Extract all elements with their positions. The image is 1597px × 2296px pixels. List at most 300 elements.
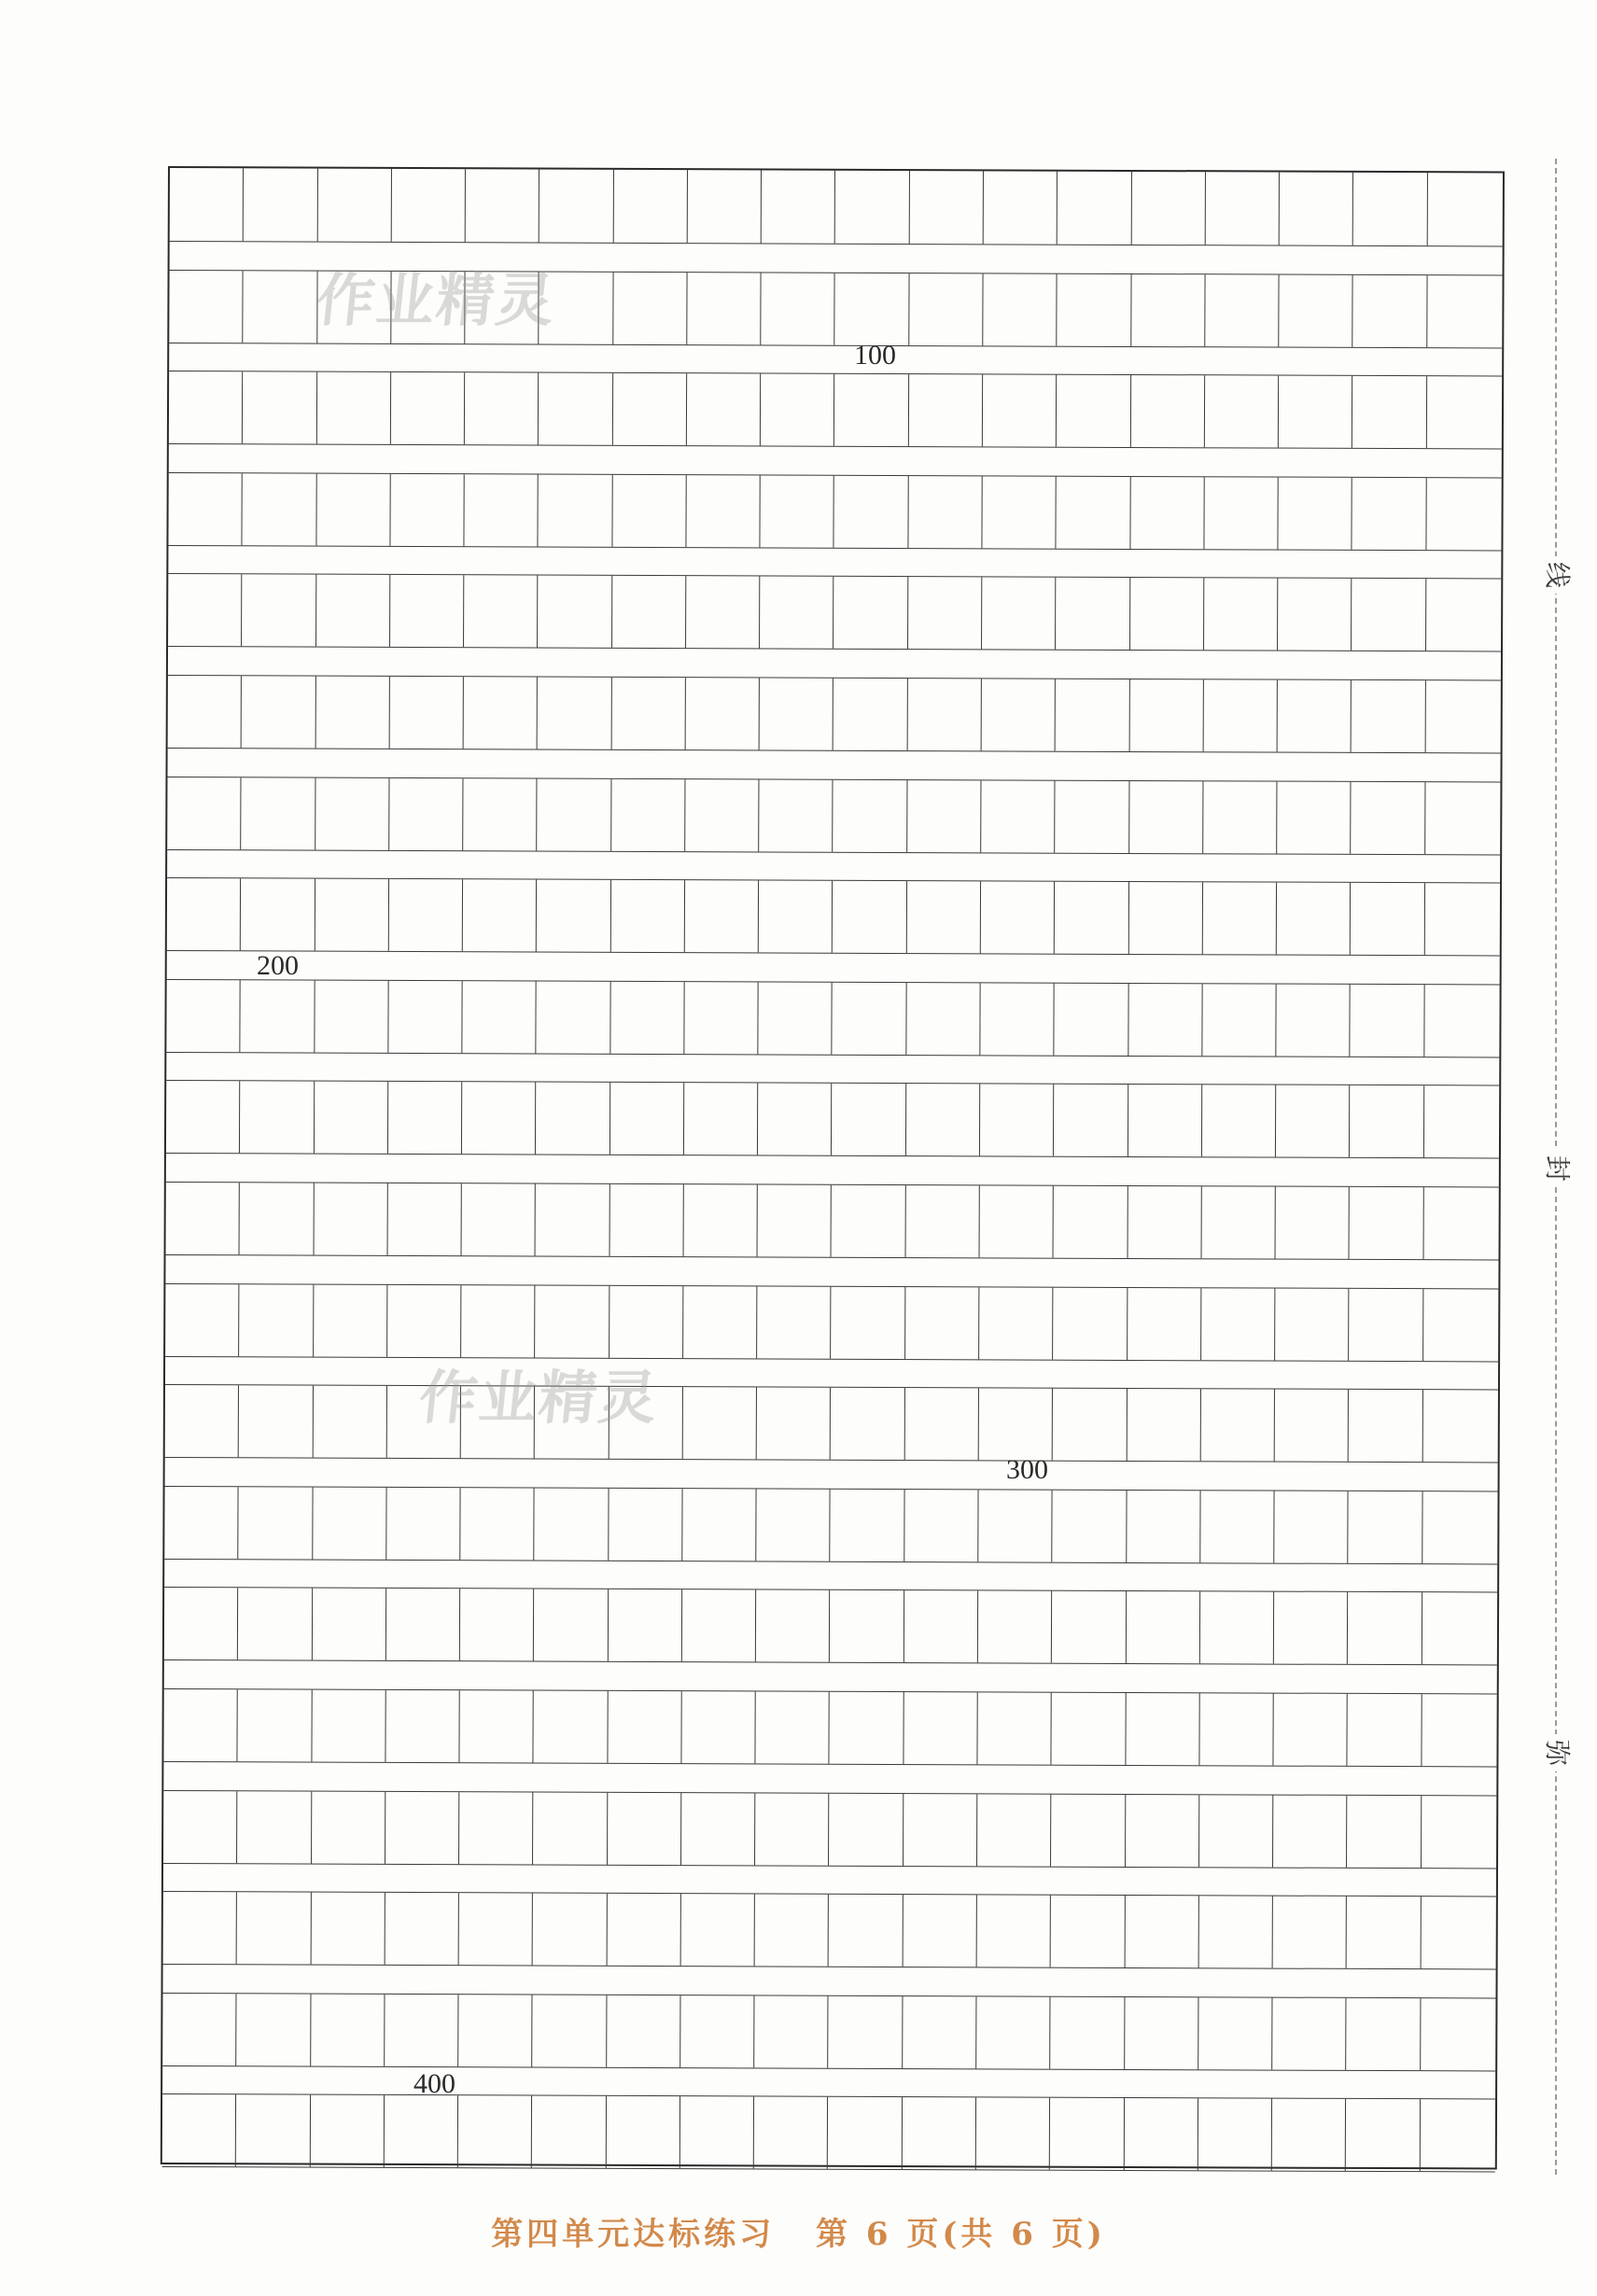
- grid-cell[interactable]: [1350, 1085, 1424, 1157]
- grid-cell[interactable]: [979, 1287, 1054, 1359]
- grid-cell[interactable]: [1426, 478, 1501, 550]
- grid-cell[interactable]: [1199, 1693, 1274, 1765]
- grid-cell[interactable]: [1275, 1288, 1350, 1360]
- grid-cell[interactable]: [239, 1284, 314, 1356]
- grid-cell[interactable]: [756, 1691, 831, 1763]
- grid-cell[interactable]: [1053, 1287, 1128, 1359]
- grid-cell[interactable]: [1205, 274, 1280, 346]
- grid-cell[interactable]: [1350, 1187, 1424, 1259]
- grid-cell[interactable]: [909, 374, 984, 446]
- grid-cell[interactable]: [1352, 478, 1427, 550]
- grid-cell[interactable]: [979, 1389, 1054, 1461]
- grid-cell[interactable]: [834, 679, 908, 750]
- grid-cell[interactable]: [1273, 1795, 1348, 1867]
- grid-cell[interactable]: [387, 1183, 462, 1255]
- grid-cell[interactable]: [539, 170, 614, 243]
- grid-cell[interactable]: [681, 1894, 756, 1966]
- grid-cell[interactable]: [831, 1388, 905, 1460]
- grid-cell[interactable]: [977, 1692, 1052, 1764]
- grid-cell[interactable]: [1274, 1694, 1349, 1766]
- grid-cell[interactable]: [682, 1489, 757, 1561]
- grid-cell[interactable]: [1351, 883, 1425, 955]
- grid-cell[interactable]: [1055, 983, 1129, 1055]
- grid-cell[interactable]: [533, 1792, 608, 1864]
- grid-cell[interactable]: [1056, 578, 1130, 650]
- grid-cell[interactable]: [830, 1692, 904, 1764]
- grid-cell[interactable]: [980, 983, 1055, 1055]
- grid-cell[interactable]: [685, 880, 760, 952]
- grid-cell[interactable]: [1272, 2099, 1347, 2171]
- grid-cell[interactable]: [1201, 1186, 1276, 1258]
- grid-cell[interactable]: [536, 1083, 610, 1155]
- grid-cell[interactable]: [611, 778, 686, 850]
- grid-cell[interactable]: [1129, 679, 1204, 751]
- grid-cell[interactable]: [904, 1490, 979, 1561]
- grid-cell[interactable]: [1201, 1389, 1276, 1461]
- grid-cell[interactable]: [1421, 1897, 1495, 1968]
- grid-cell[interactable]: [391, 372, 466, 444]
- grid-cell[interactable]: [1051, 1794, 1126, 1866]
- grid-cell[interactable]: [1128, 1288, 1202, 1360]
- grid-cell[interactable]: [1205, 375, 1280, 447]
- grid-cell[interactable]: [166, 1081, 241, 1153]
- grid-cell[interactable]: [458, 2096, 533, 2168]
- grid-cell[interactable]: [606, 2096, 680, 2168]
- grid-cell[interactable]: [1279, 274, 1353, 346]
- grid-cell[interactable]: [683, 1184, 758, 1256]
- grid-cell[interactable]: [681, 1691, 756, 1763]
- grid-cell[interactable]: [462, 1083, 537, 1155]
- grid-cell[interactable]: [169, 271, 244, 343]
- grid-cell[interactable]: [685, 779, 760, 851]
- grid-cell[interactable]: [1278, 579, 1352, 651]
- grid-cell[interactable]: [833, 983, 907, 1055]
- grid-cell[interactable]: [1427, 173, 1502, 245]
- grid-cell[interactable]: [458, 1995, 533, 2066]
- grid-cell[interactable]: [1351, 985, 1425, 1057]
- grid-cell[interactable]: [687, 273, 762, 344]
- grid-cell[interactable]: [1425, 782, 1500, 854]
- grid-cell[interactable]: [1278, 680, 1352, 752]
- grid-cell[interactable]: [1127, 1491, 1201, 1562]
- grid-cell[interactable]: [832, 1185, 906, 1257]
- grid-cell[interactable]: [832, 1084, 906, 1155]
- grid-cell[interactable]: [683, 1286, 758, 1358]
- grid-cell[interactable]: [243, 371, 317, 443]
- grid-cell[interactable]: [460, 1589, 535, 1661]
- grid-cell[interactable]: [312, 1791, 386, 1863]
- grid-cell[interactable]: [1353, 173, 1428, 245]
- grid-cell[interactable]: [1276, 1085, 1351, 1157]
- grid-cell[interactable]: [612, 576, 687, 648]
- grid-cell[interactable]: [462, 981, 537, 1053]
- grid-cell[interactable]: [465, 474, 539, 546]
- grid-cell[interactable]: [311, 1893, 385, 1965]
- grid-cell[interactable]: [1057, 375, 1131, 447]
- grid-cell[interactable]: [311, 1994, 385, 2065]
- grid-cell[interactable]: [1055, 882, 1129, 954]
- grid-cell[interactable]: [983, 375, 1058, 447]
- grid-cell[interactable]: [905, 1185, 980, 1257]
- grid-cell[interactable]: [539, 373, 613, 445]
- grid-cell[interactable]: [1126, 1693, 1200, 1765]
- grid-cell[interactable]: [1128, 882, 1203, 954]
- grid-cell[interactable]: [1204, 579, 1279, 651]
- grid-cell[interactable]: [1129, 781, 1204, 853]
- grid-cell[interactable]: [536, 1184, 610, 1256]
- grid-cell[interactable]: [829, 1996, 904, 2068]
- grid-cell[interactable]: [1280, 173, 1354, 245]
- grid-cell[interactable]: [1275, 1390, 1350, 1462]
- grid-cell[interactable]: [539, 474, 613, 546]
- grid-cell[interactable]: [1274, 1491, 1349, 1562]
- grid-cell[interactable]: [1051, 1996, 1126, 2068]
- grid-cell[interactable]: [1203, 679, 1278, 751]
- grid-cell[interactable]: [1204, 477, 1279, 549]
- grid-cell[interactable]: [385, 1792, 460, 1864]
- grid-cell[interactable]: [832, 1286, 906, 1358]
- grid-cell[interactable]: [755, 1793, 830, 1865]
- grid-cell[interactable]: [464, 576, 539, 648]
- grid-cell[interactable]: [535, 1285, 609, 1357]
- grid-cell[interactable]: [1202, 1085, 1277, 1157]
- grid-cell[interactable]: [1277, 781, 1352, 853]
- grid-cell[interactable]: [314, 1082, 388, 1154]
- grid-cell[interactable]: [754, 1995, 829, 2067]
- grid-cell[interactable]: [834, 476, 909, 548]
- grid-cell[interactable]: [237, 1892, 312, 1964]
- grid-cell[interactable]: [1352, 781, 1426, 853]
- grid-cell[interactable]: [242, 575, 316, 647]
- grid-cell[interactable]: [907, 881, 982, 953]
- grid-cell[interactable]: [1198, 1896, 1273, 1967]
- grid-cell[interactable]: [1058, 172, 1132, 245]
- grid-cell[interactable]: [1422, 1593, 1497, 1665]
- grid-cell[interactable]: [976, 2098, 1051, 2170]
- grid-cell[interactable]: [759, 779, 834, 851]
- grid-cell[interactable]: [1427, 376, 1502, 448]
- grid-cell[interactable]: [315, 980, 389, 1052]
- grid-cell[interactable]: [907, 679, 982, 750]
- grid-cell[interactable]: [168, 574, 243, 646]
- grid-cell[interactable]: [758, 1184, 833, 1256]
- grid-cell[interactable]: [238, 1689, 313, 1761]
- grid-cell[interactable]: [466, 169, 540, 242]
- grid-cell[interactable]: [977, 1896, 1052, 1967]
- grid-cell[interactable]: [611, 678, 686, 749]
- grid-cell[interactable]: [166, 980, 241, 1052]
- grid-cell[interactable]: [1426, 580, 1501, 651]
- grid-cell[interactable]: [683, 1387, 758, 1459]
- grid-cell[interactable]: [1124, 2098, 1198, 2170]
- grid-cell[interactable]: [312, 1690, 386, 1762]
- grid-cell[interactable]: [164, 1588, 239, 1659]
- grid-cell[interactable]: [831, 1490, 905, 1561]
- grid-cell[interactable]: [1352, 376, 1427, 448]
- grid-cell[interactable]: [981, 882, 1056, 954]
- grid-cell[interactable]: [1424, 883, 1499, 955]
- grid-cell[interactable]: [613, 170, 688, 243]
- grid-cell[interactable]: [244, 271, 318, 343]
- grid-cell[interactable]: [163, 1892, 238, 1964]
- grid-cell[interactable]: [904, 1794, 978, 1866]
- grid-cell[interactable]: [534, 1691, 609, 1763]
- grid-cell[interactable]: [1423, 1187, 1498, 1259]
- grid-cell[interactable]: [315, 879, 389, 951]
- grid-cell[interactable]: [168, 473, 243, 545]
- grid-cell[interactable]: [757, 1286, 832, 1358]
- grid-cell[interactable]: [165, 1284, 240, 1356]
- grid-cell[interactable]: [1424, 985, 1499, 1057]
- grid-cell[interactable]: [1348, 1592, 1422, 1664]
- grid-cell[interactable]: [1128, 1085, 1203, 1156]
- grid-cell[interactable]: [754, 2097, 829, 2169]
- grid-cell[interactable]: [756, 1489, 831, 1561]
- grid-cell[interactable]: [609, 1184, 684, 1256]
- grid-cell[interactable]: [759, 881, 834, 953]
- grid-cell[interactable]: [904, 1388, 979, 1460]
- grid-cell[interactable]: [1130, 375, 1205, 447]
- grid-cell[interactable]: [463, 879, 538, 951]
- grid-cell[interactable]: [681, 1793, 756, 1865]
- grid-cell[interactable]: [242, 676, 316, 748]
- grid-cell[interactable]: [315, 677, 390, 749]
- grid-cell[interactable]: [903, 1895, 977, 1967]
- grid-cell[interactable]: [759, 982, 834, 1054]
- grid-cell[interactable]: [687, 373, 762, 445]
- grid-cell[interactable]: [609, 1489, 683, 1561]
- grid-cell[interactable]: [316, 372, 391, 444]
- grid-cell[interactable]: [682, 1590, 757, 1662]
- grid-cell[interactable]: [240, 1082, 315, 1154]
- grid-cell[interactable]: [162, 1994, 237, 2065]
- grid-cell[interactable]: [1126, 1591, 1200, 1663]
- grid-cell[interactable]: [834, 374, 909, 446]
- grid-cell[interactable]: [1127, 1389, 1201, 1461]
- grid-cell[interactable]: [760, 678, 834, 749]
- grid-cell[interactable]: [316, 575, 391, 647]
- grid-cell[interactable]: [1276, 1187, 1351, 1259]
- grid-cell[interactable]: [757, 1388, 832, 1460]
- grid-cell[interactable]: [1277, 883, 1352, 955]
- grid-cell[interactable]: [1427, 275, 1502, 347]
- grid-cell[interactable]: [1200, 1491, 1275, 1562]
- grid-cell[interactable]: [537, 880, 611, 952]
- grid-cell[interactable]: [686, 475, 761, 547]
- grid-cell[interactable]: [1058, 273, 1132, 345]
- grid-cell[interactable]: [982, 679, 1057, 750]
- grid-cell[interactable]: [244, 168, 318, 241]
- grid-cell[interactable]: [1348, 1694, 1422, 1766]
- grid-cell[interactable]: [1203, 882, 1278, 954]
- grid-cell[interactable]: [463, 778, 538, 850]
- grid-cell[interactable]: [680, 1995, 755, 2067]
- grid-cell[interactable]: [1279, 477, 1353, 549]
- grid-cell[interactable]: [755, 1895, 830, 1967]
- grid-cell[interactable]: [465, 372, 539, 444]
- grid-cell[interactable]: [1422, 1390, 1497, 1462]
- grid-cell[interactable]: [1053, 1490, 1128, 1561]
- grid-cell[interactable]: [316, 473, 391, 545]
- grid-cell[interactable]: [1128, 984, 1203, 1056]
- grid-cell[interactable]: [170, 168, 245, 241]
- grid-cell[interactable]: [760, 577, 834, 649]
- grid-cell[interactable]: [982, 578, 1057, 650]
- grid-cell[interactable]: [241, 980, 315, 1052]
- grid-cell[interactable]: [169, 371, 244, 443]
- grid-cell[interactable]: [461, 1285, 536, 1357]
- grid-cell[interactable]: [909, 273, 984, 345]
- grid-cell[interactable]: [1131, 172, 1206, 245]
- grid-cell[interactable]: [907, 780, 982, 852]
- grid-cell[interactable]: [239, 1385, 314, 1457]
- grid-cell[interactable]: [613, 272, 688, 343]
- grid-cell[interactable]: [1130, 477, 1205, 549]
- grid-cell[interactable]: [459, 1893, 534, 1965]
- grid-cell[interactable]: [388, 981, 463, 1053]
- grid-cell[interactable]: [1054, 1085, 1128, 1156]
- grid-cell[interactable]: [761, 475, 835, 547]
- grid-cell[interactable]: [905, 1287, 980, 1359]
- grid-cell[interactable]: [392, 169, 467, 242]
- grid-cell[interactable]: [538, 576, 612, 648]
- grid-cell[interactable]: [976, 1996, 1051, 2068]
- grid-cell[interactable]: [610, 880, 685, 952]
- grid-cell[interactable]: [686, 678, 761, 749]
- grid-cell[interactable]: [533, 1995, 608, 2066]
- grid-cell[interactable]: [460, 1488, 535, 1560]
- grid-cell[interactable]: [906, 983, 981, 1055]
- grid-cell[interactable]: [538, 678, 612, 749]
- grid-cell[interactable]: [163, 1791, 238, 1863]
- grid-cell[interactable]: [312, 1589, 386, 1660]
- grid-cell[interactable]: [688, 170, 763, 243]
- grid-cell[interactable]: [534, 1589, 609, 1661]
- grid-cell[interactable]: [162, 2094, 237, 2166]
- grid-cell[interactable]: [1051, 1896, 1126, 1967]
- grid-cell[interactable]: [980, 1085, 1055, 1156]
- grid-cell[interactable]: [1424, 1086, 1499, 1158]
- grid-cell[interactable]: [1198, 1997, 1273, 2069]
- grid-cell[interactable]: [238, 1589, 313, 1660]
- grid-cell[interactable]: [389, 677, 464, 749]
- grid-cell[interactable]: [459, 1792, 534, 1864]
- grid-cell[interactable]: [241, 777, 315, 849]
- grid-cell[interactable]: [388, 1082, 463, 1154]
- grid-cell[interactable]: [1131, 274, 1206, 346]
- grid-cell[interactable]: [166, 1183, 241, 1254]
- grid-cell[interactable]: [978, 1591, 1053, 1663]
- grid-cell[interactable]: [165, 1385, 240, 1457]
- grid-cell[interactable]: [535, 1488, 609, 1560]
- grid-cell[interactable]: [390, 474, 465, 546]
- grid-cell[interactable]: [386, 1589, 461, 1660]
- grid-cell[interactable]: [236, 2095, 311, 2167]
- grid-cell[interactable]: [909, 171, 984, 244]
- grid-cell[interactable]: [1056, 679, 1130, 751]
- grid-cell[interactable]: [680, 2097, 755, 2169]
- grid-cell[interactable]: [236, 1994, 311, 2065]
- grid-cell[interactable]: [243, 473, 317, 545]
- grid-cell[interactable]: [1202, 984, 1277, 1056]
- grid-cell[interactable]: [978, 1490, 1053, 1561]
- grid-cell[interactable]: [1056, 780, 1130, 852]
- grid-cell[interactable]: [1125, 1896, 1199, 1967]
- grid-cell[interactable]: [1054, 1186, 1128, 1258]
- grid-cell[interactable]: [1279, 376, 1353, 448]
- grid-cell[interactable]: [237, 1791, 312, 1863]
- grid-cell[interactable]: [310, 2095, 385, 2167]
- grid-cell[interactable]: [684, 1084, 759, 1155]
- grid-cell[interactable]: [612, 475, 687, 547]
- grid-cell[interactable]: [834, 577, 909, 649]
- grid-cell[interactable]: [239, 1487, 314, 1559]
- grid-cell[interactable]: [462, 1183, 537, 1255]
- grid-cell[interactable]: [1422, 1796, 1496, 1868]
- grid-cell[interactable]: [533, 1894, 608, 1966]
- grid-cell[interactable]: [761, 374, 835, 446]
- grid-cell[interactable]: [756, 1590, 831, 1662]
- grid-cell[interactable]: [607, 1894, 681, 1966]
- grid-cell[interactable]: [1052, 1693, 1127, 1765]
- grid-cell[interactable]: [830, 1590, 904, 1662]
- grid-cell[interactable]: [385, 2095, 459, 2167]
- grid-cell[interactable]: [908, 476, 983, 548]
- grid-cell[interactable]: [1346, 2099, 1421, 2171]
- grid-cell[interactable]: [1201, 1288, 1276, 1360]
- grid-cell[interactable]: [830, 1793, 904, 1865]
- grid-cell[interactable]: [904, 1590, 979, 1662]
- grid-cell[interactable]: [906, 1084, 981, 1155]
- grid-cell[interactable]: [833, 881, 907, 953]
- grid-cell[interactable]: [313, 1386, 387, 1458]
- grid-cell[interactable]: [167, 777, 242, 849]
- grid-cell[interactable]: [1353, 274, 1428, 346]
- grid-cell[interactable]: [1199, 1795, 1274, 1867]
- grid-cell[interactable]: [610, 982, 685, 1054]
- grid-cell[interactable]: [1125, 1997, 1199, 2069]
- grid-cell[interactable]: [1126, 1795, 1200, 1867]
- grid-cell[interactable]: [1347, 1795, 1422, 1867]
- grid-cell[interactable]: [607, 1995, 681, 2067]
- grid-cell[interactable]: [903, 2097, 977, 2169]
- grid-cell[interactable]: [835, 171, 910, 244]
- grid-cell[interactable]: [314, 1183, 388, 1255]
- grid-cell[interactable]: [1203, 781, 1278, 853]
- grid-cell[interactable]: [385, 1893, 459, 1965]
- grid-cell[interactable]: [317, 169, 392, 242]
- grid-cell[interactable]: [164, 1487, 239, 1559]
- grid-cell[interactable]: [984, 171, 1058, 244]
- grid-cell[interactable]: [1052, 1591, 1127, 1663]
- grid-cell[interactable]: [1200, 1592, 1275, 1664]
- grid-cell[interactable]: [758, 1084, 833, 1155]
- grid-cell[interactable]: [1053, 1389, 1128, 1461]
- grid-cell[interactable]: [1050, 2098, 1125, 2170]
- grid-cell[interactable]: [1350, 1288, 1424, 1360]
- grid-cell[interactable]: [537, 981, 611, 1053]
- grid-cell[interactable]: [1423, 1289, 1498, 1361]
- grid-cell[interactable]: [904, 1692, 978, 1764]
- grid-cell[interactable]: [1273, 1897, 1348, 1968]
- grid-cell[interactable]: [1274, 1592, 1349, 1664]
- grid-cell[interactable]: [163, 1689, 238, 1761]
- grid-cell[interactable]: [829, 1895, 904, 1967]
- grid-cell[interactable]: [241, 878, 315, 950]
- grid-cell[interactable]: [1422, 1491, 1497, 1563]
- grid-cell[interactable]: [532, 2096, 607, 2168]
- grid-cell[interactable]: [980, 1185, 1055, 1257]
